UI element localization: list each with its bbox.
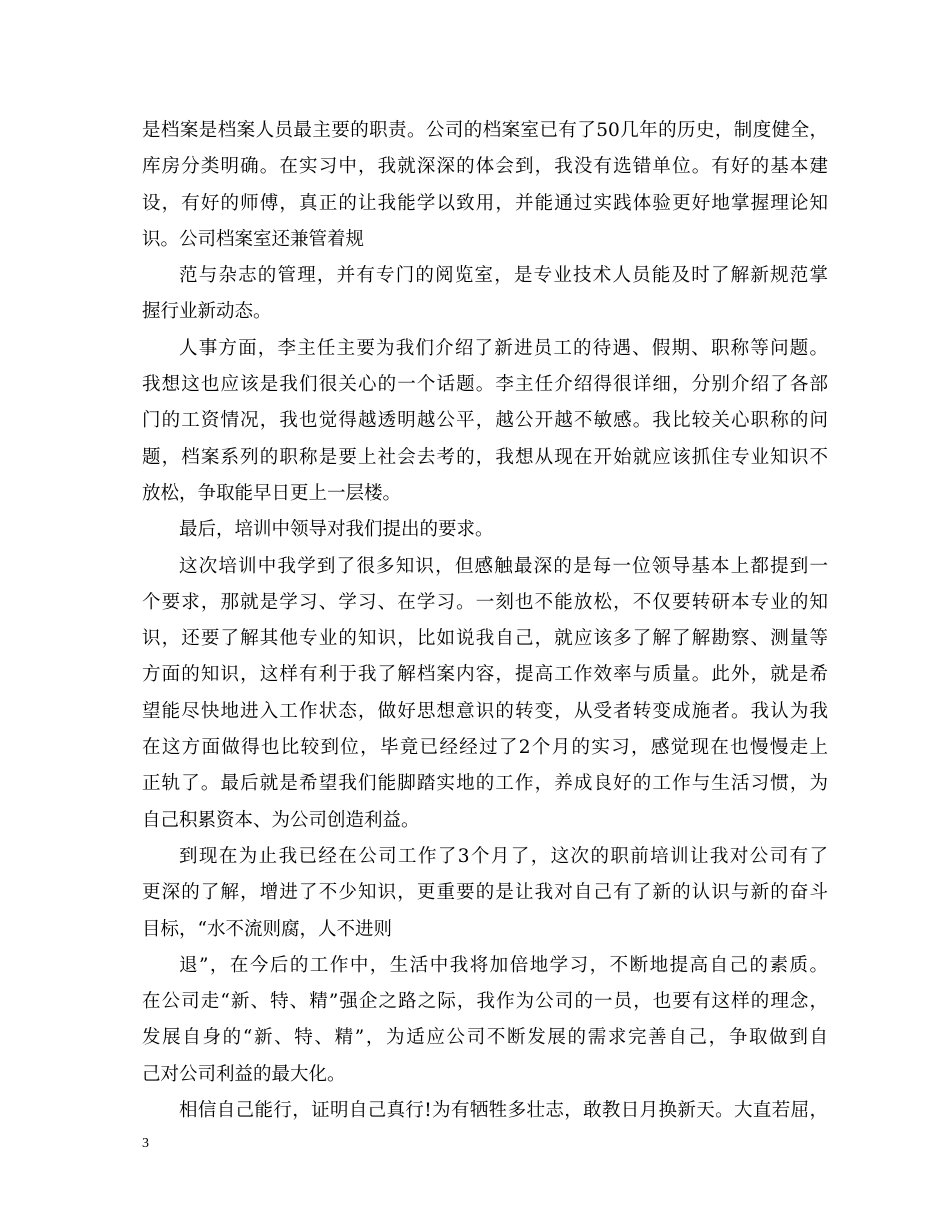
text-line: 望能尽快地进入工作状态，做好思想意识的转变，从受者转变成施者。我认为我 [142,700,828,722]
text-line: 退”，在今后的工作中，生活中我将加倍地学习，不断地提高自己的素质。 [179,954,828,976]
text-line: 正轨了。最后就是希望我们能脚踏实地的工作，养成良好的工作与生活习惯，为 [142,773,828,795]
text-line: 更深的了解，增进了不少知识，更重要的是让我对自己有了新的认识与新的奋斗 [142,882,828,904]
text-line: 到现在为止我已经在公司工作了3个月了，这次的职前培训让我对公司有了 [179,845,828,867]
text-line: 个要求，那就是学习、学习、在学习。一刻也不能放松，不仅要转研本专业的知 [142,591,828,613]
text-line: 发展自身的“新、特、精”，为适应公司不断发展的需求完善自己，争取做到自 [142,1027,828,1049]
text-line: 是档案是档案人员最主要的职责。公司的档案室已有了50几年的历史，制度健全， [142,120,828,141]
text-line: 放松，争取能早日更上一层楼。 [142,482,402,504]
text-line: 相信自己能行，证明自己真行!为有牺牲多壮志，敢教日月换新天。大直若屈， [179,1100,828,1122]
text-line: 目标，“水不流则腐，人不进则 [142,918,392,940]
body-text [142,113,828,1129]
text-line: 门的工资情况，我也觉得越透明越公平，越公开越不敏感。我比较关心职称的问 [142,410,828,432]
text-line: 最后，培训中领导对我们提出的要求。 [179,519,494,541]
text-line: 这次培训中我学到了很多知识，但感触最深的是每一位领导基本上都提到一 [179,555,828,577]
text-line: 题，档案系列的职称是要上社会去考的，我想从现在开始就应该抓住专业知识不 [142,446,828,468]
text-line: 设，有好的师傅，真正的让我能学以致用，并能通过实践体验更好地掌握理论知 [142,192,828,214]
text-line: 范与杂志的管理，并有专门的阅览室，是专业技术人员能及时了解新规范掌 [179,265,828,287]
text-line: 识，还要了解其他专业的知识，比如说我自己，就应该多了解了解勘察、测量等 [142,628,828,650]
text-line: 我想这也应该是我们很关心的一个话题。李主任介绍得很详细，分别介绍了各部 [142,374,828,396]
text-line: 己对公司利益的最大化。 [142,1063,346,1085]
text-line: 库房分类明确。在实习中，我就深深的体会到，我没有选错单位。有好的基本建 [142,156,828,178]
text-line: 在公司走“新、特、精”强企之路之际，我作为公司的一员，也要有这样的理念， [142,991,828,1013]
text-line: 识。公司档案室还兼管着规 [142,228,365,250]
text-line: 自己积累资本、为公司创造利益。 [142,809,420,831]
text-line: 方面的知识，这样有利于我了解档案内容，提高工作效率与质量。此外，就是希 [142,664,828,686]
page-number: 3 [142,1136,149,1151]
text-line: 在这方面做得也比较到位，毕竟已经经过了2个月的实习，感觉现在也慢慢走上 [142,737,828,759]
text-line: 人事方面，李主任主要为我们介绍了新进员工的待遇、假期、职称等问题。 [179,337,828,359]
text-line: 握行业新动态。 [142,301,272,323]
